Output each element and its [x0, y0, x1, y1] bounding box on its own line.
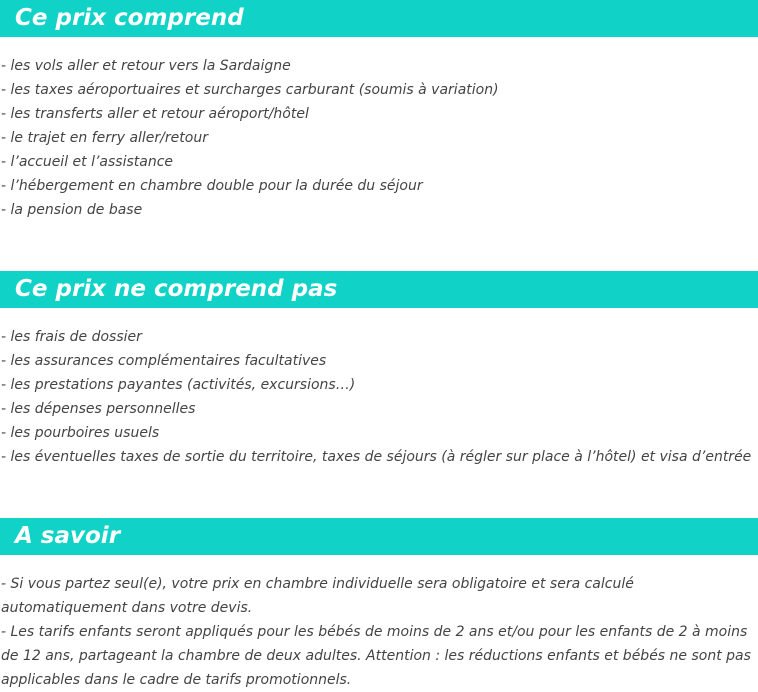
list-item: - les assurances complémentaires facultatives	[1, 353, 327, 369]
excluded-list	[0, 325, 758, 469]
list-item: - les frais de dossier	[1, 329, 142, 345]
list-item: - les éventuelles taxes de sortie du territoire, taxes de séjours (à régler sur place à l’hôtel) et visa d’entrée	[1, 449, 752, 465]
section-header	[0, 271, 758, 308]
list-item: - les prestations payantes (activités, excursions…)	[1, 377, 356, 393]
section-header	[0, 0, 758, 37]
list-item: - les dépenses personnelles	[1, 401, 196, 417]
section-title: A savoir	[15, 523, 121, 549]
section-title: Ce prix ne comprend pas	[15, 276, 338, 302]
list-item: - l’accueil et l’assistance	[1, 154, 174, 170]
list-item: - les taxes aéroportuaires et surcharges carburant (soumis à variation)	[1, 82, 499, 98]
price-includes-section	[0, 0, 758, 222]
section-title: Ce prix comprend	[15, 5, 244, 31]
list-item: - les transferts aller et retour aéroport/hôtel	[1, 106, 309, 122]
good-to-know-section	[0, 518, 758, 692]
section-header	[0, 518, 758, 555]
list-item: - les vols aller et retour vers la Sardaigne	[1, 58, 291, 74]
list-item: - la pension de base	[1, 202, 143, 218]
list-item: - l’hébergement en chambre double pour la durée du séjour	[1, 178, 423, 194]
note-paragraph: - Les tarifs enfants seront appliqués pour les bébés de moins de 2 ans et/ou pour les enfants de 2 à moins de 12 ans, partageant la chambre de deux adultes. Attention : les réductions enfants et bébés ne sont pas applicables dans le cadre de tarifs promotionnels.	[1, 624, 751, 688]
notes	[0, 572, 758, 692]
note-paragraph: - Si vous partez seul(e), votre prix en chambre individuelle sera obligatoire et sera calculé automatiquement dans votre devis.	[1, 576, 634, 616]
list-item: - le trajet en ferry aller/retour	[1, 130, 208, 146]
list-item: - les pourboires usuels	[1, 425, 160, 441]
price-excludes-section	[0, 271, 758, 469]
included-list	[0, 54, 758, 222]
